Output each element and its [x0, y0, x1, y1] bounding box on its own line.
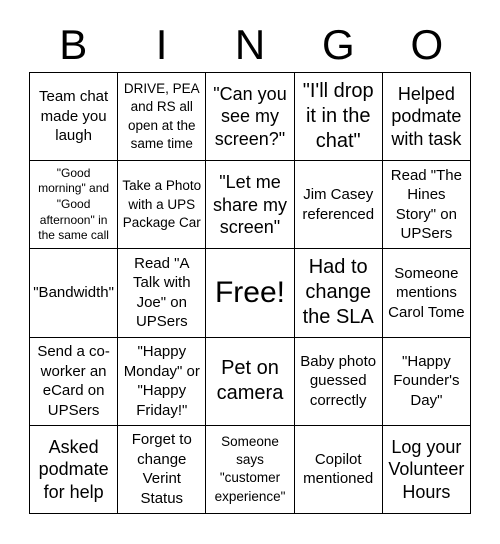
bingo-cell-r5c3[interactable]: [206, 426, 294, 514]
cell-label: Read "The Hines Story" on UPSers: [390, 166, 462, 243]
cell-label: Forget to change Verint Status: [131, 431, 192, 507]
cell-label: Send a co-worker an eCard on UPSers: [37, 343, 110, 419]
bingo-cell-r2c5[interactable]: [383, 161, 471, 249]
bingo-cell-r2c4[interactable]: [295, 161, 383, 249]
cell-label: Jim Casey referenced: [302, 186, 375, 223]
bingo-cell-free[interactable]: [206, 249, 294, 337]
header-letter-n: N: [234, 21, 266, 68]
bingo-cell-r5c5[interactable]: [383, 426, 471, 514]
cell-label: Read "A Talk with Joe" on UPSers: [133, 254, 191, 331]
cell-label: "I'll drop it in the chat": [302, 80, 374, 153]
bingo-cell-r4c2[interactable]: [118, 338, 206, 426]
bingo-cell-r5c1[interactable]: [30, 426, 118, 514]
cell-label: "Let me share my screen": [212, 172, 287, 238]
header-letter-o: O: [410, 21, 444, 68]
header-letter-i: I: [155, 21, 168, 68]
bingo-cell-r1c1[interactable]: [30, 73, 118, 161]
cell-label: Log your Volunteer Hours: [388, 436, 465, 502]
bingo-cell-r4c1[interactable]: [30, 338, 118, 426]
cell-label: "Good morning" and "Good afternoon" in the same call: [38, 165, 110, 243]
bingo-cell-r5c4[interactable]: [295, 426, 383, 514]
cell-label: Copilot mentioned: [303, 450, 374, 488]
header-letter-b: B: [59, 21, 88, 68]
bingo-cell-r1c2[interactable]: [118, 73, 206, 161]
cell-label: Helped podmate with task: [391, 83, 462, 149]
cell-label: Team chat made you laugh: [38, 88, 109, 145]
bingo-cell-r4c5[interactable]: [383, 338, 471, 426]
bingo-cell-r5c2[interactable]: [118, 426, 206, 514]
bingo-cell-r3c2[interactable]: [118, 249, 206, 337]
bingo-board: [29, 72, 471, 514]
cell-label: Baby photo guessed correctly: [300, 352, 377, 409]
bingo-cell-r2c1[interactable]: [30, 161, 118, 249]
cell-label: "Happy Monday" or "Happy Friday!": [123, 343, 200, 419]
header-letter-g: G: [322, 21, 355, 68]
cell-label: Had to change the SLA: [302, 256, 374, 329]
bingo-cell-r3c1[interactable]: [30, 249, 118, 337]
free-space-label: Free!: [214, 275, 285, 309]
cell-label: DRIVE, PEA and RS all open at the same time: [123, 81, 200, 151]
bingo-cell-r1c5[interactable]: [383, 73, 471, 161]
bingo-cell-r3c5[interactable]: [383, 249, 471, 337]
cell-label: Take a Photo with a UPS Package Car: [122, 178, 202, 230]
bingo-cell-r4c4[interactable]: [295, 338, 383, 426]
bingo-cell-r1c3[interactable]: [206, 73, 294, 161]
cell-label: Someone mentions Carol Tome: [388, 264, 465, 321]
bingo-cell-r4c3[interactable]: [206, 338, 294, 426]
bingo-cell-r3c4[interactable]: [295, 249, 383, 337]
cell-label: "Bandwidth": [33, 284, 114, 302]
cell-label: Someone says "customer experience": [214, 433, 286, 504]
bingo-cell-r1c4[interactable]: [295, 73, 383, 161]
cell-label: Asked podmate for help: [38, 436, 109, 502]
cell-label: "Can you see my screen?": [213, 83, 287, 149]
bingo-cell-r2c3[interactable]: [206, 161, 294, 249]
bingo-header: [29, 18, 471, 72]
bingo-cell-r2c2[interactable]: [118, 161, 206, 249]
cell-label: Pet on camera: [216, 357, 284, 405]
cell-label: "Happy Founder's Day": [393, 352, 460, 409]
